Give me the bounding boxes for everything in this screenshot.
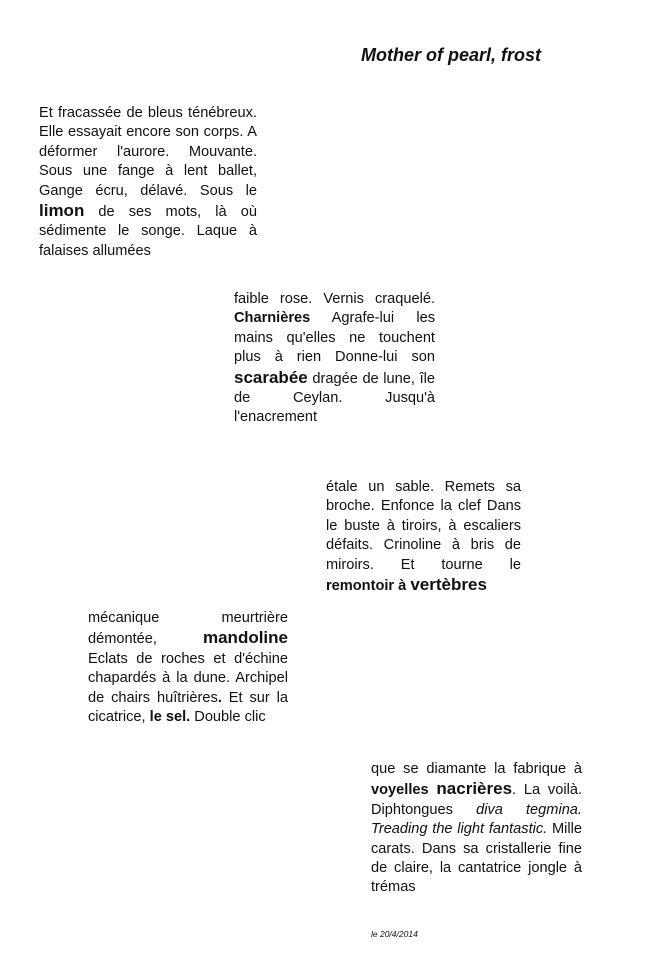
stanza-text: de ses mots, là où sédimente le songe. Laque à falaises allumées [39, 204, 257, 259]
stanza-text: que se diamante la fabrique à [371, 761, 582, 777]
emphasized-word: scarabée [234, 367, 308, 387]
stanza-1 [39, 104, 257, 261]
emphasized-word: diva tegmina. Treading the light fantastic. [371, 801, 582, 838]
emphasized-word: remontoir à [326, 578, 407, 595]
stanza-text: Et fracassée de bleus ténébreux. Elle essayait encore son corps. A déformer l'aurore. Mouvante. Sous une fange à lent ballet, Gange écru, délavé. Sous le [39, 105, 257, 199]
emphasized-word: le sel. [149, 709, 191, 726]
stanza-text: Mille carats. Dans sa cristallerie fine de claire, la cantatrice jongle à trémas [371, 821, 582, 896]
emphasized-word: nacrières [436, 779, 513, 799]
stanza-4 [88, 609, 288, 727]
stanza-text: étale un sable. Remets sa broche. Enfonce la clef Dans le buste à tiroirs, à escaliers défaits. Crinoline à bris de miroirs. Et tourne le [326, 479, 521, 573]
stanza-5 [371, 760, 582, 898]
stanza-text: dragée de lune, île de Ceylan. Jusqu'à l'enacrement [234, 370, 435, 426]
stanza-3 [326, 478, 521, 596]
stanza-2 [234, 290, 435, 428]
emphasized-word: limon [39, 201, 85, 221]
emphasized-word: . [217, 689, 222, 706]
stanza-text: . La voilà. Diphtongues [371, 782, 583, 818]
emphasized-word: Charnières [234, 310, 311, 327]
stanza-text: faible rose. Vernis craquelé. [234, 291, 435, 307]
emphasized-word: mandoline [202, 628, 288, 648]
stanza-text: Et sur la cicatrice, [88, 689, 288, 726]
stanza-text: mécanique meurtrière démontée, [88, 610, 288, 648]
stanza-text: Double clic [190, 709, 266, 726]
date-stamp: le 20/4/2014 [371, 929, 418, 939]
poem-title: Mother of pearl, frost [361, 45, 542, 65]
stanza-text: Agrafe-lui les mains qu'elles ne touchent plus à rien Donne-lui son [234, 310, 435, 366]
emphasized-word: vertèbres [410, 575, 487, 595]
stanza-text: Eclats de roches et d'échine chapardés à la dune. Archipel de chairs huîtrières [88, 650, 288, 706]
emphasized-word: voyelles [371, 782, 429, 799]
